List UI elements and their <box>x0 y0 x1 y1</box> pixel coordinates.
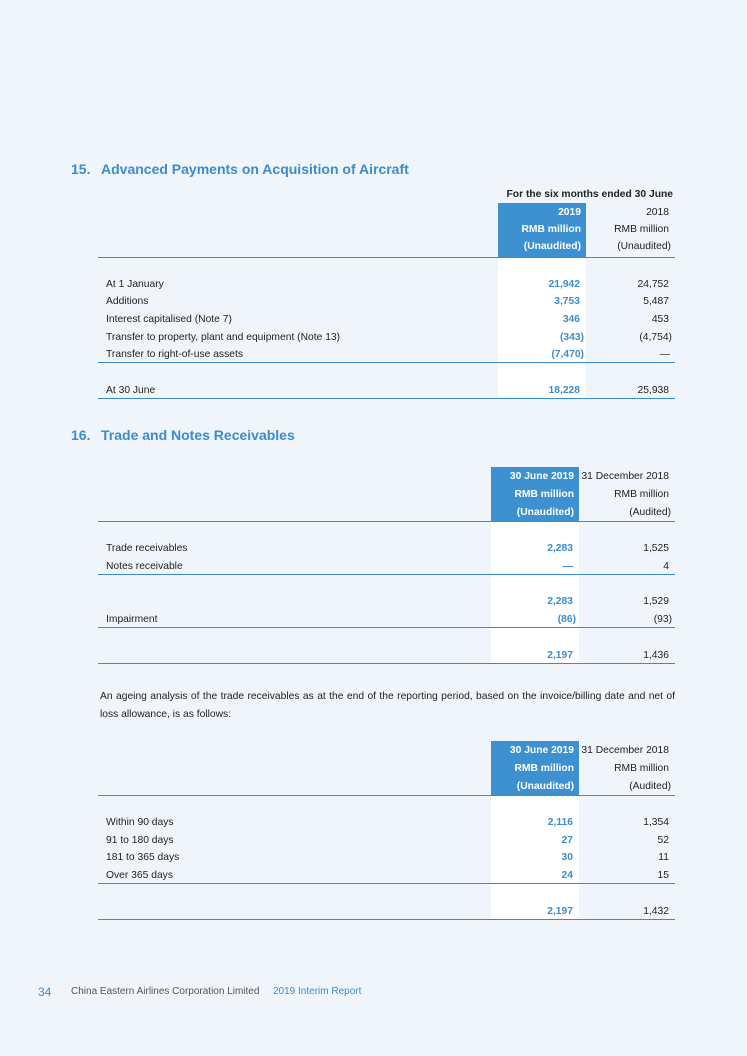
col-highlight-audit: (Unaudited) <box>516 781 574 792</box>
row-value-2018: — <box>659 349 670 360</box>
row-value-2018: (4,754) <box>639 332 672 343</box>
footer-report: 2019 Interim Report <box>273 986 362 997</box>
col-other-unit: RMB million <box>614 224 669 235</box>
section-title: Advanced Payments on Acquisition of Aircraft <box>101 161 409 177</box>
ageing-paragraph: An ageing analysis of the trade receivables as at the end of the reporting period, based on the invoice/billing date and net of loss allowance, is as follows: <box>100 691 675 720</box>
row-label: Additions <box>106 296 149 307</box>
row-label: 91 to 180 days <box>106 835 174 846</box>
divider <box>98 795 675 796</box>
row-label: Notes receivable <box>106 561 183 572</box>
row-label: Trade receivables <box>106 543 188 554</box>
row-value-2018: 5,487 <box>643 296 669 307</box>
divider <box>98 627 675 628</box>
divider <box>98 663 675 664</box>
col-other-audit: (Unaudited) <box>617 241 671 252</box>
row-label: Over 365 days <box>106 870 173 881</box>
col-other-audit: (Audited) <box>629 507 671 518</box>
total-value-2018: 25,938 <box>637 385 669 396</box>
col-highlight-date: 30 June 2019 <box>509 471 574 482</box>
total-label: At 30 June <box>106 385 156 396</box>
divider <box>98 521 675 522</box>
subtotal-value-current: 2,283 <box>547 596 573 607</box>
divider <box>98 574 675 575</box>
total-value-current: 2,197 <box>547 906 573 917</box>
col-highlight-year: 2019 <box>558 207 581 218</box>
total-value-prior: 1,432 <box>643 906 669 917</box>
col-highlight-unit: RMB million <box>521 224 581 235</box>
impairment-label: Impairment <box>106 614 158 625</box>
row-value-2019: (343) <box>559 332 584 343</box>
section-number: 15. <box>71 161 91 177</box>
period-header: For the six months ended 30 June <box>506 189 673 200</box>
total-value-prior: 1,436 <box>643 650 669 661</box>
page-number: 34 <box>38 985 52 999</box>
col-other-year: 2018 <box>646 207 669 218</box>
col-other-audit: (Audited) <box>629 781 671 792</box>
row-value-2019: 346 <box>562 314 580 325</box>
footer-company: China Eastern Airlines Corporation Limited <box>71 986 260 997</box>
col-highlight-audit: (Unaudited) <box>516 507 574 518</box>
row-value-prior: 1,354 <box>643 817 669 828</box>
section-title: Trade and Notes Receivables <box>101 427 295 443</box>
divider <box>98 883 675 884</box>
divider <box>98 257 675 258</box>
col-other-unit: RMB million <box>614 763 669 774</box>
row-value-current: 24 <box>561 870 573 881</box>
row-value-prior: 1,525 <box>643 543 669 554</box>
col-highlight-unit: RMB million <box>514 763 574 774</box>
impairment-value-current: (86) <box>557 614 576 625</box>
row-label: Transfer to right-of-use assets <box>106 349 243 360</box>
total-value-2019: 18,228 <box>548 385 580 396</box>
row-value-2018: 453 <box>651 314 669 325</box>
section-number: 16. <box>71 427 91 443</box>
row-label: Transfer to property, plant and equipment (Note 13) <box>106 332 341 343</box>
row-value-prior: 11 <box>658 852 669 863</box>
col-other-unit: RMB million <box>614 489 669 500</box>
total-value-current: 2,197 <box>547 650 573 661</box>
impairment-value-prior: (93) <box>653 614 672 625</box>
row-value-2019: 3,753 <box>554 296 580 307</box>
row-value-2019: (7,470) <box>551 349 584 360</box>
row-label: 181 to 365 days <box>106 852 180 863</box>
row-value-current: 2,116 <box>547 817 573 828</box>
divider <box>98 919 675 920</box>
divider <box>98 398 675 399</box>
col-other-date: 31 December 2018 <box>581 471 669 482</box>
subtotal-value-prior: 1,529 <box>643 596 669 607</box>
row-label: At 1 January <box>106 279 164 290</box>
row-label: Within 90 days <box>106 817 174 828</box>
col-highlight-date: 30 June 2019 <box>509 745 574 756</box>
row-value-2019: 21,942 <box>548 279 580 290</box>
row-value-prior: 15 <box>657 870 669 881</box>
col-highlight-audit: (Unaudited) <box>523 241 581 252</box>
col-highlight-unit: RMB million <box>514 489 574 500</box>
row-value-current: 30 <box>561 852 573 863</box>
row-value-prior: 4 <box>663 561 669 572</box>
col-other-date: 31 December 2018 <box>581 745 669 756</box>
section-16-heading <box>71 427 295 443</box>
row-label: Interest capitalised (Note 7) <box>106 314 232 325</box>
row-value-prior: 52 <box>657 835 669 846</box>
row-value-current: 27 <box>561 835 573 846</box>
row-value-current: — <box>562 561 573 572</box>
divider <box>98 362 675 363</box>
section-15-heading <box>71 161 409 177</box>
row-value-current: 2,283 <box>547 543 573 554</box>
row-value-2018: 24,752 <box>637 279 669 290</box>
